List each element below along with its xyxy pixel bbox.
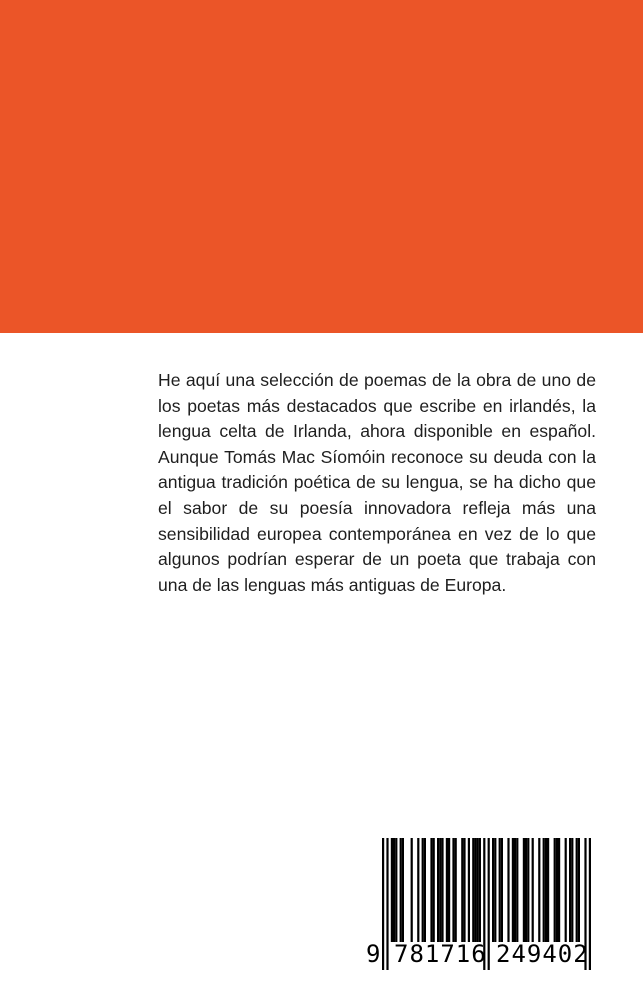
barcode-bar	[437, 838, 439, 942]
barcode-right-group: 249402	[496, 940, 589, 968]
barcode-bar	[527, 838, 529, 942]
barcode-bar	[492, 838, 494, 942]
barcode-bar	[433, 838, 435, 942]
barcode-bar	[441, 838, 443, 942]
barcode-bar	[558, 838, 560, 942]
barcode-bar	[474, 838, 476, 942]
barcode-bar	[525, 838, 527, 942]
barcode-bar	[430, 838, 432, 942]
barcode-bar	[514, 838, 516, 942]
barcode-bar	[411, 838, 413, 942]
barcode-bar	[547, 838, 549, 942]
barcode-bar	[422, 838, 424, 942]
barcode-bar	[543, 838, 545, 942]
barcode-bar	[452, 838, 454, 942]
barcode-bar	[400, 838, 402, 942]
barcode-bar	[532, 838, 534, 942]
barcode-bar	[501, 838, 503, 942]
barcode-bar	[393, 838, 395, 942]
isbn-barcode	[364, 834, 596, 976]
barcode-bar	[382, 838, 384, 970]
barcode-bar	[507, 838, 509, 942]
barcode-bar	[578, 838, 580, 942]
barcode-left-group: 781716	[394, 940, 487, 968]
barcode-first-digit: 9	[366, 940, 381, 968]
back-cover-blurb: He aquí una selección de poemas de la obra de uno de los poetas más destacados que escribe en irlandés, la lengua celta de Irlanda, ahora disponible en español. Aunque Tomás Mac Síomóin reconoce su deuda con la antigua tradición poética de su lengua, se ha dicho que el sabor de su poesía innovadora refleja más una sensibilidad europea contemporánea en vez de lo que algunos podrían esperar de un poeta que trabaja con una de las lenguas más antiguas de Europa.	[158, 370, 596, 595]
barcode-bar	[523, 838, 525, 942]
barcode-bar	[386, 838, 388, 970]
barcode-bar	[545, 838, 547, 942]
barcode-bar	[477, 838, 479, 942]
barcode-bar	[417, 838, 419, 942]
barcode-bar	[446, 838, 448, 942]
barcode-bar	[468, 838, 470, 942]
barcode-bar	[461, 838, 463, 942]
barcode-bar	[499, 838, 501, 942]
barcode-bar	[472, 838, 474, 942]
barcode-bar	[569, 838, 571, 942]
barcode-bar	[576, 838, 578, 942]
barcode-bar	[512, 838, 514, 942]
barcode-bar	[463, 838, 465, 942]
barcode-bar	[479, 838, 481, 942]
barcode-bar	[424, 838, 426, 942]
barcode-bar	[571, 838, 573, 942]
barcode-bar	[448, 838, 450, 942]
barcode-bar	[516, 838, 518, 942]
orange-color-band	[0, 0, 643, 333]
barcode-bar	[488, 838, 490, 970]
barcode-bar	[395, 838, 397, 942]
barcode-bar	[494, 838, 496, 942]
barcode-bar	[565, 838, 567, 942]
barcode-bar	[402, 838, 404, 942]
barcode-bar	[455, 838, 457, 942]
barcode-bar	[554, 838, 556, 942]
barcode-bar	[439, 838, 441, 942]
barcode-bar	[556, 838, 558, 942]
barcode-bar	[589, 838, 591, 970]
barcode-bar	[391, 838, 393, 942]
barcode-bar	[538, 838, 540, 942]
